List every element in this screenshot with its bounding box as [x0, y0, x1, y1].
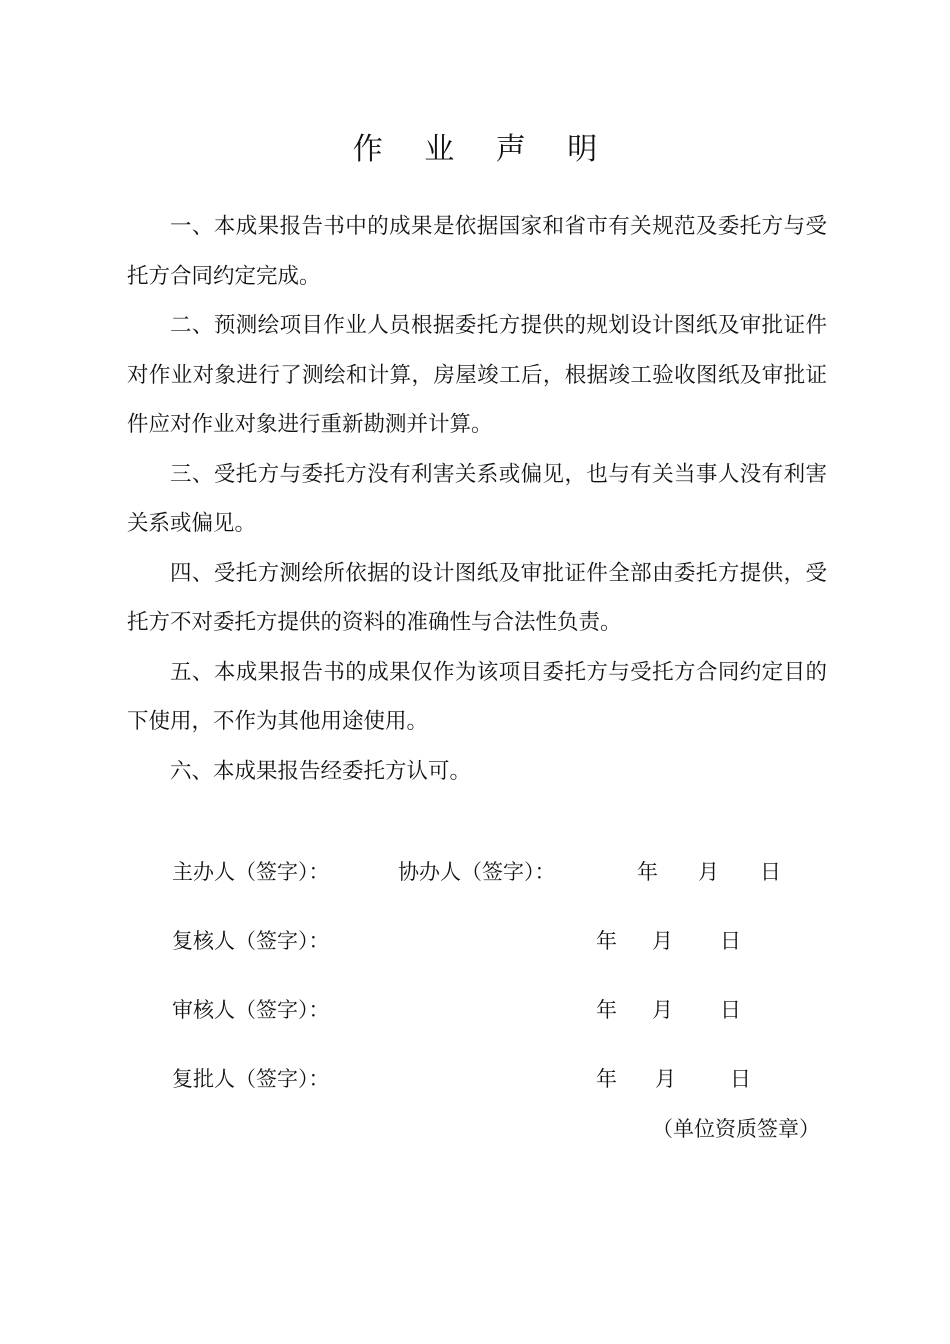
assistant-signature-label: 协办人（签字）：: [398, 860, 556, 884]
seal-note: （单位资质签章）: [652, 1117, 820, 1141]
statement-paragraph-6: 六、本成果报告经委托方认可。: [170, 758, 472, 784]
reviewer-date-day: 日: [720, 929, 741, 953]
document-title: 作 业 声 明: [352, 132, 614, 167]
host-date-month: 月: [698, 860, 719, 884]
reviewer-date-month: 月: [652, 929, 673, 953]
approver-signature-label: 复批人（签字）：: [172, 1067, 330, 1091]
approver-date-day: 日: [730, 1067, 751, 1091]
statement-paragraph-1: 一、本成果报告书中的成果是依据国家和省市有关规范及委托方与受托方合同约定完成。: [127, 214, 827, 289]
auditor-date-day: 日: [720, 998, 741, 1022]
host-signature-label: 主办人（签字）：: [172, 860, 330, 884]
auditor-date-month: 月: [652, 998, 673, 1022]
approver-date-year: 年: [596, 1067, 617, 1091]
host-date-year: 年: [637, 860, 658, 884]
auditor-signature-label: 审核人（签字）：: [172, 998, 330, 1022]
statement-paragraph-3: 三、受托方与委托方没有利害关系或偏见，也与有关当事人没有利害关系或偏见。: [127, 461, 827, 536]
statement-body: [127, 202, 827, 796]
statement-paragraph-4: 四、受托方测绘所依据的设计图纸及审批证件全部由委托方提供，受托方不对委托方提供的资料的准确性与合法性负责。: [127, 560, 827, 635]
statement-paragraph-2: 二、预测绘项目作业人员根据委托方提供的规划设计图纸及审批证件对作业对象进行了测绘和计算，房屋竣工后，根据竣工验收图纸及审批证件应对作业对象进行重新勘测并计算。: [127, 313, 827, 437]
host-date-day: 日: [760, 860, 781, 884]
reviewer-signature-label: 复核人（签字）：: [172, 929, 330, 953]
statement-paragraph-5: 五、本成果报告书的成果仅作为该项目委托方与受托方合同约定目的下使用，不作为其他用途使用。: [127, 659, 827, 734]
auditor-date-year: 年: [596, 998, 617, 1022]
approver-date-month: 月: [655, 1067, 676, 1091]
reviewer-date-year: 年: [596, 929, 617, 953]
